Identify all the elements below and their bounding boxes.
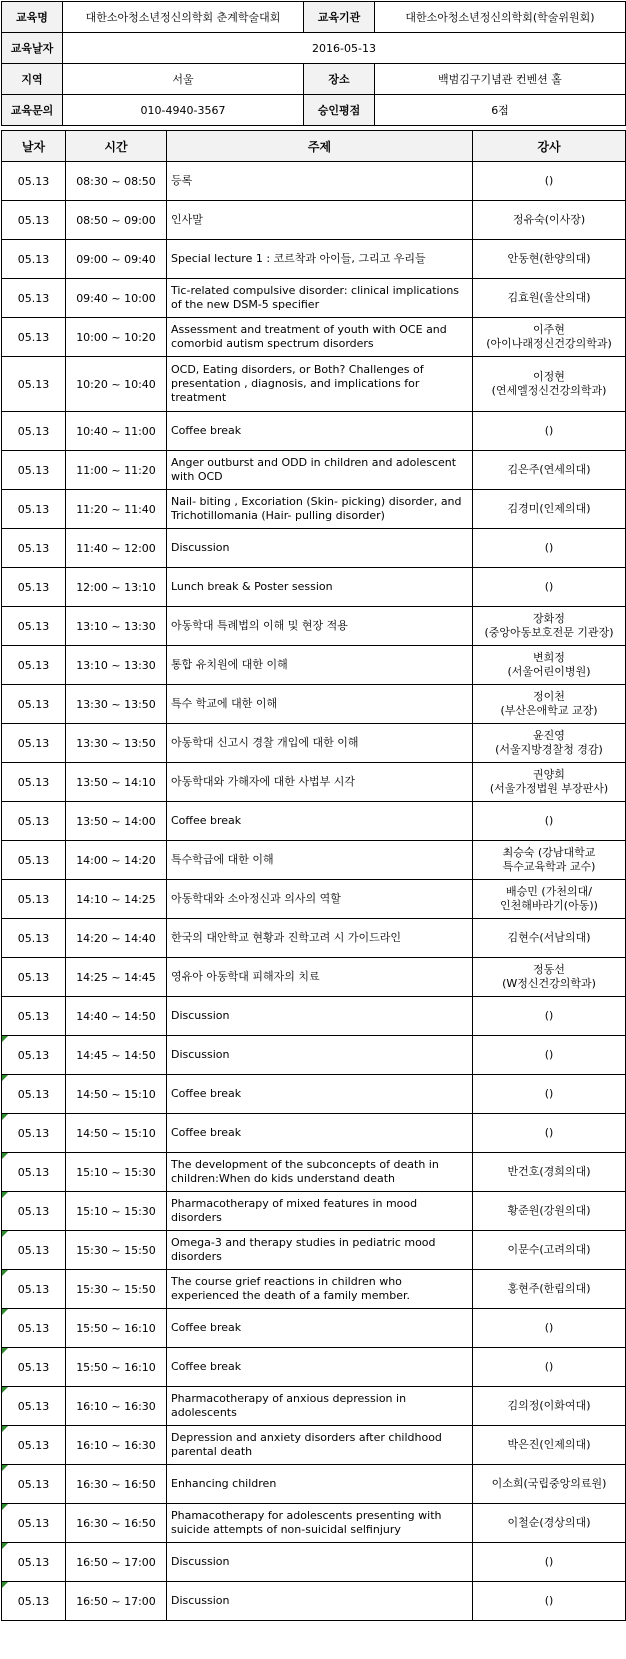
- table-row: [2, 357, 626, 412]
- table-row: [2, 1153, 626, 1192]
- row-topic: 영유아 아동학대 피해자의 치료: [167, 958, 473, 997]
- row-speaker: 이철순(경상의대): [473, 1504, 626, 1543]
- row-topic: 아동학대와 소아정신과 의사의 역할: [167, 880, 473, 919]
- table-row: [2, 529, 626, 568]
- row-time: 13:30 ~ 13:50: [66, 724, 167, 763]
- row-date: 05.13: [2, 568, 66, 607]
- row-speaker: 정유숙(이사장): [473, 201, 626, 240]
- row-topic: Discussion: [167, 529, 473, 568]
- row-topic: Special lecture 1 : 코르착과 아이들, 그리고 우리들: [167, 240, 473, 279]
- table-row: [2, 1114, 626, 1153]
- row-date: 05.13: [2, 1075, 66, 1114]
- row-topic: The development of the subconcepts of death in children:When do kids understand death: [167, 1153, 473, 1192]
- row-time: 16:50 ~ 17:00: [66, 1543, 167, 1582]
- row-topic: 통합 유치원에 대한 이해: [167, 646, 473, 685]
- credit-label: 승인평점: [304, 95, 375, 126]
- row-speaker: (): [473, 1114, 626, 1153]
- row-speaker: (): [473, 1348, 626, 1387]
- row-speaker: (): [473, 1309, 626, 1348]
- row-topic: Pharmacotherapy of mixed features in mood disorders: [167, 1192, 473, 1231]
- row-speaker: 최승숙 (강남대학교 특수교육학과 교수): [473, 841, 626, 880]
- row-date: 05.13: [2, 529, 66, 568]
- row-speaker: (): [473, 412, 626, 451]
- table-row: [2, 1465, 626, 1504]
- row-time: 15:30 ~ 15:50: [66, 1270, 167, 1309]
- col-header-speaker: 강사: [473, 131, 626, 162]
- row-topic: Discussion: [167, 1582, 473, 1621]
- table-row: [2, 568, 626, 607]
- row-topic: 한국의 대안학교 현황과 진학고려 시 가이드라인: [167, 919, 473, 958]
- region-value: 서울: [63, 64, 304, 95]
- info-row-place: [2, 64, 626, 95]
- row-topic: 인사말: [167, 201, 473, 240]
- row-time: 14:25 ~ 14:45: [66, 958, 167, 997]
- row-date: 05.13: [2, 802, 66, 841]
- row-time: 14:20 ~ 14:40: [66, 919, 167, 958]
- row-time: 16:30 ~ 16:50: [66, 1504, 167, 1543]
- contact-value: 010-4940-3567: [63, 95, 304, 126]
- row-date: 05.13: [2, 1153, 66, 1192]
- row-time: 11:40 ~ 12:00: [66, 529, 167, 568]
- row-speaker: (): [473, 1582, 626, 1621]
- row-topic: Pharmacotherapy of anxious depression in adolescents: [167, 1387, 473, 1426]
- row-date: 05.13: [2, 357, 66, 412]
- table-row: [2, 318, 626, 357]
- row-time: 15:50 ~ 16:10: [66, 1348, 167, 1387]
- table-row: [2, 1231, 626, 1270]
- row-time: 14:50 ~ 15:10: [66, 1114, 167, 1153]
- row-date: 05.13: [2, 1114, 66, 1153]
- row-speaker: 정동선 (W정신건강의학과): [473, 958, 626, 997]
- table-row: [2, 1192, 626, 1231]
- row-topic: Anger outburst and ODD in children and adolescent with OCD: [167, 451, 473, 490]
- table-row: [2, 451, 626, 490]
- table-row: [2, 1075, 626, 1114]
- row-date: 05.13: [2, 607, 66, 646]
- row-speaker: 김경미(인제의대): [473, 490, 626, 529]
- table-row: [2, 802, 626, 841]
- row-date: 05.13: [2, 162, 66, 201]
- row-speaker: 정이천 (부산은애학교 교장): [473, 685, 626, 724]
- row-time: 09:00 ~ 09:40: [66, 240, 167, 279]
- row-topic: Coffee break: [167, 1114, 473, 1153]
- row-date: 05.13: [2, 1543, 66, 1582]
- col-header-time: 시간: [66, 131, 167, 162]
- row-topic: Discussion: [167, 1543, 473, 1582]
- row-time: 10:20 ~ 10:40: [66, 357, 167, 412]
- row-speaker: 황준원(강원의대): [473, 1192, 626, 1231]
- row-topic: Coffee break: [167, 1075, 473, 1114]
- row-speaker: 이정현 (연세엘정신건강의학과): [473, 357, 626, 412]
- row-time: 16:10 ~ 16:30: [66, 1387, 167, 1426]
- row-time: 15:10 ~ 15:30: [66, 1192, 167, 1231]
- row-topic: Coffee break: [167, 1348, 473, 1387]
- table-row: [2, 1426, 626, 1465]
- table-row: [2, 1036, 626, 1075]
- row-time: 08:30 ~ 08:50: [66, 162, 167, 201]
- row-speaker: 홍현주(한림의대): [473, 1270, 626, 1309]
- row-topic: Enhancing children: [167, 1465, 473, 1504]
- row-date: 05.13: [2, 1504, 66, 1543]
- row-time: 09:40 ~ 10:00: [66, 279, 167, 318]
- row-topic: Phamacotherapy for adolescents presenting with suicide attempts of non-suicidal selfinjury: [167, 1504, 473, 1543]
- row-date: 05.13: [2, 763, 66, 802]
- row-time: 11:20 ~ 11:40: [66, 490, 167, 529]
- table-row: [2, 880, 626, 919]
- row-time: 08:50 ~ 09:00: [66, 201, 167, 240]
- row-date: 05.13: [2, 724, 66, 763]
- row-topic: Tic-related compulsive disorder: clinical implications of the new DSM-5 specifier: [167, 279, 473, 318]
- table-row: [2, 997, 626, 1036]
- row-time: 14:00 ~ 14:20: [66, 841, 167, 880]
- row-time: 14:45 ~ 14:50: [66, 1036, 167, 1075]
- row-date: 05.13: [2, 646, 66, 685]
- table-row: [2, 1348, 626, 1387]
- row-time: 12:00 ~ 13:10: [66, 568, 167, 607]
- row-date: 05.13: [2, 919, 66, 958]
- row-topic: Coffee break: [167, 802, 473, 841]
- row-time: 13:50 ~ 14:00: [66, 802, 167, 841]
- row-time: 13:50 ~ 14:10: [66, 763, 167, 802]
- schedule-body: [2, 162, 626, 1621]
- table-row: [2, 201, 626, 240]
- row-speaker: 김효원(울산의대): [473, 279, 626, 318]
- row-topic: 특수 학교에 대한 이해: [167, 685, 473, 724]
- table-row: [2, 279, 626, 318]
- row-speaker: 이소희(국립중앙의료원): [473, 1465, 626, 1504]
- row-speaker: (): [473, 997, 626, 1036]
- info-row-date: [2, 33, 626, 64]
- org-value: 대한소아청소년정신의학회(학술위원회): [375, 2, 626, 33]
- region-label: 지역: [2, 64, 63, 95]
- row-time: 13:10 ~ 13:30: [66, 607, 167, 646]
- row-time: 15:10 ~ 15:30: [66, 1153, 167, 1192]
- row-time: 15:50 ~ 16:10: [66, 1309, 167, 1348]
- row-time: 16:10 ~ 16:30: [66, 1426, 167, 1465]
- row-date: 05.13: [2, 1309, 66, 1348]
- row-speaker: 윤진영 (서울지방경찰청 경감): [473, 724, 626, 763]
- course-info-table: [1, 1, 626, 126]
- table-row: [2, 646, 626, 685]
- row-speaker: 김의정(이화여대): [473, 1387, 626, 1426]
- row-time: 14:10 ~ 14:25: [66, 880, 167, 919]
- row-speaker: 박은진(인제의대): [473, 1426, 626, 1465]
- table-row: [2, 1543, 626, 1582]
- row-topic: The course grief reactions in children who experienced the death of a family member.: [167, 1270, 473, 1309]
- schedule-header-row: [2, 131, 626, 162]
- row-time: 14:50 ~ 15:10: [66, 1075, 167, 1114]
- row-date: 05.13: [2, 1192, 66, 1231]
- table-row: [2, 958, 626, 997]
- row-speaker: 장화정 (중앙아동보호전문 기관장): [473, 607, 626, 646]
- row-date: 05.13: [2, 1231, 66, 1270]
- row-speaker: 김현수(서남의대): [473, 919, 626, 958]
- table-row: [2, 1387, 626, 1426]
- org-label: 교육기관: [304, 2, 375, 33]
- table-row: [2, 724, 626, 763]
- row-topic: Coffee break: [167, 1309, 473, 1348]
- row-time: 10:40 ~ 11:00: [66, 412, 167, 451]
- row-time: 10:00 ~ 10:20: [66, 318, 167, 357]
- row-date: 05.13: [2, 201, 66, 240]
- table-row: [2, 919, 626, 958]
- row-date: 05.13: [2, 997, 66, 1036]
- row-date: 05.13: [2, 958, 66, 997]
- credit-value: 6점: [375, 95, 626, 126]
- row-speaker: (): [473, 1036, 626, 1075]
- row-time: 16:30 ~ 16:50: [66, 1465, 167, 1504]
- table-row: [2, 841, 626, 880]
- place-value: 백범김구기념관 컨벤션 홀: [375, 64, 626, 95]
- row-speaker: 안동현(한양의대): [473, 240, 626, 279]
- col-header-date: 날자: [2, 131, 66, 162]
- table-row: [2, 1582, 626, 1621]
- row-topic: 등록: [167, 162, 473, 201]
- table-row: [2, 240, 626, 279]
- row-time: 15:30 ~ 15:50: [66, 1231, 167, 1270]
- row-topic: Depression and anxiety disorders after childhood parental death: [167, 1426, 473, 1465]
- row-date: 05.13: [2, 685, 66, 724]
- edu-name-value: 대한소아청소년정신의학회 춘계학술대회: [63, 2, 304, 33]
- edu-name-label: 교육명: [2, 2, 63, 33]
- row-topic: Lunch break & Poster session: [167, 568, 473, 607]
- row-date: 05.13: [2, 451, 66, 490]
- row-date: 05.13: [2, 412, 66, 451]
- row-date: 05.13: [2, 318, 66, 357]
- contact-label: 교육문의: [2, 95, 63, 126]
- table-row: [2, 490, 626, 529]
- row-date: 05.13: [2, 1426, 66, 1465]
- place-label: 장소: [304, 64, 375, 95]
- row-speaker: (): [473, 802, 626, 841]
- col-header-topic: 주제: [167, 131, 473, 162]
- table-row: [2, 162, 626, 201]
- row-speaker: (): [473, 568, 626, 607]
- row-date: 05.13: [2, 880, 66, 919]
- row-topic: 아동학대 특례법의 이해 및 현장 적용: [167, 607, 473, 646]
- row-time: 11:00 ~ 11:20: [66, 451, 167, 490]
- table-row: [2, 1309, 626, 1348]
- row-topic: 특수학급에 대한 이해: [167, 841, 473, 880]
- table-row: [2, 412, 626, 451]
- row-topic: Coffee break: [167, 412, 473, 451]
- row-speaker: 권양희 (서울가정법원 부장판사): [473, 763, 626, 802]
- row-topic: Discussion: [167, 1036, 473, 1075]
- row-speaker: 이문수(고려의대): [473, 1231, 626, 1270]
- row-time: 14:40 ~ 14:50: [66, 997, 167, 1036]
- table-row: [2, 685, 626, 724]
- table-row: [2, 1270, 626, 1309]
- row-speaker: 김은주(연세의대): [473, 451, 626, 490]
- row-date: 05.13: [2, 490, 66, 529]
- date-label: 교육날자: [2, 33, 63, 64]
- row-speaker: 배승민 (가천의대/ 인천해바라기(아동)): [473, 880, 626, 919]
- row-speaker: (): [473, 529, 626, 568]
- table-row: [2, 763, 626, 802]
- row-date: 05.13: [2, 1465, 66, 1504]
- row-date: 05.13: [2, 1270, 66, 1309]
- row-topic: 아동학대와 가해자에 대한 사법부 시각: [167, 763, 473, 802]
- row-topic: Assessment and treatment of youth with OCE and comorbid autism spectrum disorders: [167, 318, 473, 357]
- row-topic: Discussion: [167, 997, 473, 1036]
- info-row-contact: [2, 95, 626, 126]
- row-date: 05.13: [2, 1387, 66, 1426]
- table-row: [2, 607, 626, 646]
- row-date: 05.13: [2, 1036, 66, 1075]
- row-speaker: (): [473, 1075, 626, 1114]
- row-date: 05.13: [2, 841, 66, 880]
- row-speaker: 이주현 (아이나래정신건강의학과): [473, 318, 626, 357]
- row-time: 13:10 ~ 13:30: [66, 646, 167, 685]
- info-row-name: [2, 2, 626, 33]
- row-topic: 아동학대 신고시 경찰 개입에 대한 이해: [167, 724, 473, 763]
- row-date: 05.13: [2, 240, 66, 279]
- row-speaker: 반건호(경희의대): [473, 1153, 626, 1192]
- date-value: 2016-05-13: [63, 33, 626, 64]
- row-topic: Omega-3 and therapy studies in pediatric mood disorders: [167, 1231, 473, 1270]
- row-topic: Nail- biting , Excoriation (Skin- picking) disorder, and Trichotillomania (Hair- pulling disorder): [167, 490, 473, 529]
- table-row: [2, 1504, 626, 1543]
- row-time: 16:50 ~ 17:00: [66, 1582, 167, 1621]
- row-time: 13:30 ~ 13:50: [66, 685, 167, 724]
- row-speaker: (): [473, 1543, 626, 1582]
- row-date: 05.13: [2, 1348, 66, 1387]
- row-speaker: (): [473, 162, 626, 201]
- row-date: 05.13: [2, 279, 66, 318]
- schedule-table: [1, 130, 626, 1621]
- row-date: 05.13: [2, 1582, 66, 1621]
- row-topic: OCD, Eating disorders, or Both? Challenges of presentation , diagnosis, and implications for treatment: [167, 357, 473, 412]
- row-speaker: 변희정 (서울어린이병원): [473, 646, 626, 685]
